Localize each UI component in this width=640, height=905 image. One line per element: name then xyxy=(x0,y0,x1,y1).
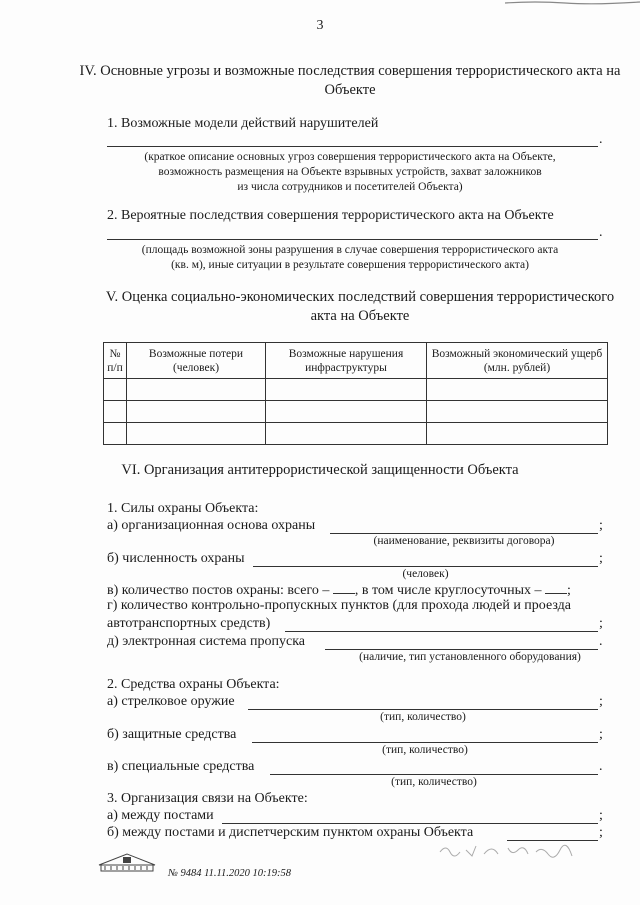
special-means-note: (тип, количество) xyxy=(391,776,477,788)
table-header-losses: Возможные потери (человек) xyxy=(127,343,266,379)
section4-item1-end: . xyxy=(599,132,603,147)
section4-item2-line xyxy=(107,239,598,240)
section4-item1-label: 1. Возможные модели действий нарушителей xyxy=(107,116,379,131)
section4-item1-note-2: возможность размещения на Объекте взрывных устройств, захват заложников xyxy=(158,166,542,178)
firearms-note: (тип, количество) xyxy=(380,711,466,723)
guard-means-heading: 2. Средства охраны Объекта: xyxy=(107,677,280,692)
page-number: 3 xyxy=(316,18,324,33)
guard-basis-note: (наименование, реквизиты договора) xyxy=(373,535,555,547)
table-cell xyxy=(427,423,608,445)
building-stamp-icon xyxy=(95,851,159,873)
section4-item2-note-1: (площадь возможной зоны разрушения в случае совершения террористического акта xyxy=(141,244,559,256)
table-cell xyxy=(427,401,608,423)
guard-count-end: ; xyxy=(599,551,603,566)
table-cell xyxy=(266,401,427,423)
faint-handwriting-mark xyxy=(438,838,588,864)
table-cell xyxy=(104,379,127,401)
table-header-number: № п/п xyxy=(104,343,127,379)
scan-edge-mark xyxy=(505,0,640,6)
special-means-label: в) специальные средства xyxy=(107,759,255,774)
access-system-label: д) электронная система пропуска xyxy=(107,634,306,649)
special-means-end: . xyxy=(599,759,603,774)
access-system-end: . xyxy=(599,634,603,649)
checkpoints-label-1: г) количество контрольно-пропускных пунктов (для прохода людей и проезда xyxy=(107,598,571,613)
table-cell xyxy=(266,423,427,445)
section4-item1-note-3: из числа сотрудников и посетителей Объекта) xyxy=(237,181,463,193)
section4-item1-line xyxy=(107,146,598,147)
guard-posts-line xyxy=(107,581,571,599)
comm-dispatch-label: б) между постами и диспетчерским пунктом охраны Объекта xyxy=(107,825,474,840)
protective-means-end: ; xyxy=(599,727,603,742)
guard-basis-end: ; xyxy=(599,518,603,533)
checkpoints-end: ; xyxy=(599,616,603,631)
guard-posts-total-label: в) количество постов охраны: всего – xyxy=(107,583,330,598)
registration-number: № 9484 11.11.2020 10:19:58 xyxy=(168,868,291,879)
checkpoints-line xyxy=(285,631,598,632)
section5-title: V. Оценка социально-экономических последствий совершения террористического акта на Объекте xyxy=(105,289,615,324)
checkpoints-label-2: автотранспортных средств) xyxy=(107,616,271,631)
section4-title: IV. Основные угрозы и возможные последствия совершения террористического акта на Объекте xyxy=(79,63,621,98)
guard-count-label: б) численность охраны xyxy=(107,551,245,566)
guard-posts-end: ; xyxy=(567,583,571,598)
guard-posts-roundclock-label: , в том числе круглосуточных – xyxy=(354,583,542,598)
table-row xyxy=(104,379,608,401)
protective-means-label: б) защитные средства xyxy=(107,727,237,742)
table-header-damage: Возможный экономический ущерб (млн. рублей) xyxy=(427,343,608,379)
firearms-label: а) стрелковое оружие xyxy=(107,694,235,709)
guard-forces-heading: 1. Силы охраны Объекта: xyxy=(107,501,259,516)
table-header-infrastructure: Возможные нарушения инфраструктуры xyxy=(266,343,427,379)
section4-item2-end: . xyxy=(599,225,603,240)
guard-posts-roundclock-blank xyxy=(545,581,567,594)
table-cell xyxy=(266,379,427,401)
communications-heading: 3. Организация связи на Объекте: xyxy=(107,791,308,806)
table-cell xyxy=(127,423,266,445)
table-row xyxy=(104,423,608,445)
table-cell xyxy=(127,401,266,423)
firearms-end: ; xyxy=(599,694,603,709)
protective-means-note: (тип, количество) xyxy=(382,744,468,756)
table-cell xyxy=(104,401,127,423)
table-cell xyxy=(127,379,266,401)
access-system-note: (наличие, тип установленного оборудования) xyxy=(359,651,581,663)
section4-item1-note-1: (краткое описание основных угроз совершения террористического акта на Объекте, xyxy=(144,151,556,163)
section6-title: VI. Организация антитеррористической защищенности Объекта xyxy=(121,462,519,478)
consequences-table xyxy=(103,342,608,445)
table-row xyxy=(104,401,608,423)
table-cell xyxy=(427,379,608,401)
comm-posts-end: ; xyxy=(599,808,603,823)
section4-item2-label: 2. Вероятные последствия совершения террористического акта на Объекте xyxy=(107,208,554,223)
table-cell xyxy=(104,423,127,445)
comm-posts-line xyxy=(222,823,598,824)
guard-basis-label: а) организационная основа охраны xyxy=(107,518,316,533)
comm-posts-label: а) между постами xyxy=(107,808,214,823)
section4-item2-note-2: (кв. м), иные ситуации в результате совершения террористического акта) xyxy=(171,259,529,271)
guard-count-note: (человек) xyxy=(402,568,449,580)
comm-dispatch-end: ; xyxy=(599,825,603,840)
guard-posts-total-blank xyxy=(333,581,355,594)
